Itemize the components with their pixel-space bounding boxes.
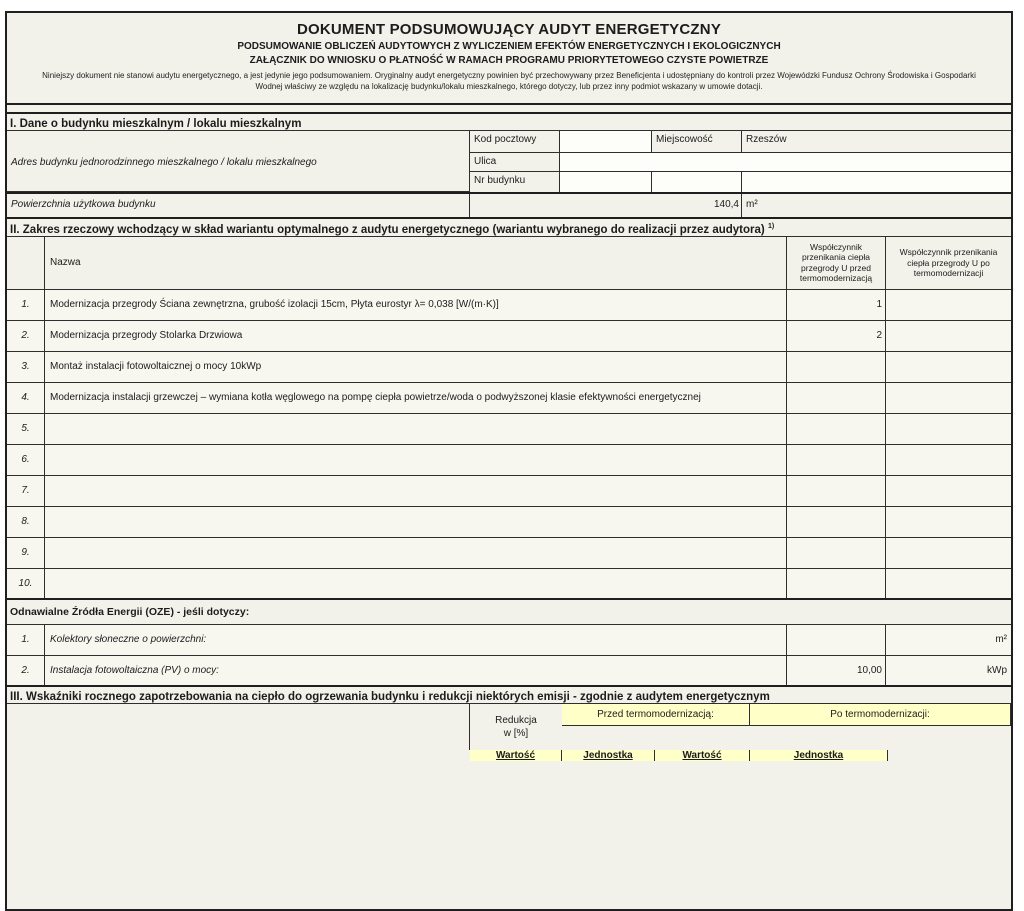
scope-row-u-before <box>787 507 886 537</box>
reduction-header-line2: w [%] <box>503 727 529 739</box>
scope-row-name <box>45 569 787 598</box>
scope-row-name <box>45 414 787 444</box>
scope-row-8 <box>7 507 1011 538</box>
scope-row-u-before <box>787 569 886 598</box>
address-table <box>7 131 1011 194</box>
after-thermo-header: Po termomodernizacji: <box>750 704 1011 726</box>
street-field <box>560 153 1011 172</box>
scope-row-u-after <box>886 414 1011 444</box>
scope-row-no: 5. <box>7 414 45 444</box>
scope-col-name: Nazwa <box>45 237 787 289</box>
scope-row-10 <box>7 569 1011 600</box>
document-header <box>7 13 1011 105</box>
building-no-field-2 <box>652 172 742 192</box>
scope-row-u-before <box>787 352 886 382</box>
scope-row-3 <box>7 352 1011 383</box>
scope-row-no: 4. <box>7 383 45 413</box>
building-no-field-3 <box>742 172 1011 192</box>
scope-row-u-before: 2 <box>787 321 886 351</box>
indicators-header-blank <box>7 704 470 750</box>
before-value-header: Wartość <box>470 750 562 761</box>
city-value: Rzeszów <box>742 131 1011 153</box>
scope-row-no: 8. <box>7 507 45 537</box>
header-separator <box>7 105 1011 114</box>
usable-area-value: 140,4 <box>470 194 742 217</box>
scope-row-name: Modernizacja przegrody Ściana zewnętrzna, grubość izolacji 15cm, Płyta eurostyr λ= 0,038 [W/(m·K)] <box>45 290 787 320</box>
oze-row-value <box>787 625 886 655</box>
usable-area-label: Powierzchnia użytkowa budynku <box>7 194 470 217</box>
scope-row-u-after <box>886 321 1011 351</box>
reduction-header-line1: Redukcja <box>495 714 537 726</box>
scope-row-u-after <box>886 538 1011 568</box>
scope-row-4 <box>7 383 1011 414</box>
scope-row-9 <box>7 538 1011 569</box>
oze-row-no: 2. <box>7 656 45 685</box>
section2-title-text: II. Zakres rzeczowy wchodzący w skład wariantu optymalnego z audytu energetycznego (wariantu wybranego do realizacji przez audytora) <box>10 223 765 236</box>
scope-row-u-after <box>886 507 1011 537</box>
scope-row-name: Modernizacja przegrody Stolarka Drzwiowa <box>45 321 787 351</box>
oze-section-title: Odnawialne Źródła Energii (OZE) - jeśli dotyczy: <box>7 600 1011 625</box>
section2-title <box>7 219 1011 237</box>
scope-row-1 <box>7 290 1011 321</box>
document-title: DOKUMENT PODSUMOWUJĄCY AUDYT ENERGETYCZNY <box>296 21 722 38</box>
scope-row-name <box>45 445 787 475</box>
reduction-header <box>470 704 562 750</box>
postal-code-field <box>560 131 652 153</box>
scope-row-u-after <box>886 383 1011 413</box>
scope-row-u-after <box>886 445 1011 475</box>
scope-row-name: Modernizacja instalacji grzewczej – wymiana kotła węglowego na pompę ciepła powietrze/woda o podwyższonej klasie efektywności energetycznej <box>45 383 787 413</box>
section2-title-footnote: 1) <box>767 223 775 230</box>
scope-row-u-after <box>886 476 1011 506</box>
scope-row-u-before <box>787 414 886 444</box>
scope-row-u-before <box>787 445 886 475</box>
after-value-header: Wartość <box>655 750 750 761</box>
scope-row-6 <box>7 445 1011 476</box>
section3-title: III. Wskaźniki rocznego zapotrzebowania na ciepło do ogrzewania budynku i redukcji niektórych emisji - zgodnie z audytem energetycznym <box>7 687 1011 704</box>
scope-row-u-before <box>787 538 886 568</box>
oze-row-name: Kolektory słoneczne o powierzchni: <box>45 625 787 655</box>
scope-row-2 <box>7 321 1011 352</box>
usable-area-unit: m² <box>746 199 758 210</box>
scope-row-7 <box>7 476 1011 507</box>
document-subtitle-1: PODSUMOWANIE OBLICZEŃ AUDYTOWYCH Z WYLICZENIEM EFEKTÓW ENERGETYCZNYCH I EKOLOGICZNYCH <box>237 41 781 52</box>
scope-row-no: 7. <box>7 476 45 506</box>
document-subtitle-2: ZAŁĄCZNIK DO WNIOSKU O PŁATNOŚĆ W RAMACH PROGRAMU PRIORYTETOWEGO CZYSTE POWIETRZE <box>249 55 769 66</box>
scope-row-u-before <box>787 383 886 413</box>
oze-row-unit: m² <box>995 634 1007 646</box>
scope-row-5 <box>7 414 1011 445</box>
scope-row-no: 3. <box>7 352 45 382</box>
usable-area-row <box>7 194 1011 219</box>
after-unit-header: Jednostka <box>750 750 888 761</box>
building-no-field <box>560 172 652 192</box>
postal-code-label: Kod pocztowy <box>470 131 560 153</box>
scope-col-u-after: Współczynnik przenikania ciepła przegrody U po termomodernizacji <box>899 246 998 279</box>
scope-row-no: 10. <box>7 569 45 598</box>
scope-row-u-after <box>886 569 1011 598</box>
scope-row-u-after <box>886 290 1011 320</box>
scope-row-name: Montaż instalacji fotowoltaicznej o mocy 10kWp <box>45 352 787 382</box>
oze-row-2 <box>7 656 1011 687</box>
oze-row-no: 1. <box>7 625 45 655</box>
document-disclaimer: Niniejszy dokument nie stanowi audytu energetycznego, a jest jedynie jego podsumowaniem. Oryginalny audyt energetyczny powinien być przechowywany przez Beneficjenta i udostępniany do kontroli przez Wojewódzki Fundusz Ochrony Środowiska i Gospodarki Wodnej właściwy ze względu na lokalizację budynku/lokalu mieszkalnego, którego dotyczy, lub przez inny podmiot wskazany w umowie dotacji. <box>42 71 976 91</box>
street-label: Ulica <box>470 153 560 172</box>
scope-row-name <box>45 507 787 537</box>
address-label: Adres budynku jednorodzinnego mieszkalnego / lokalu mieszkalnego <box>7 131 470 192</box>
scope-row-no: 1. <box>7 290 45 320</box>
audit-summary-document <box>5 11 1013 911</box>
scope-col-u-before: Współczynnik przenikania ciepła przegrody U przed termomodernizacją <box>787 237 886 289</box>
scope-row-no: 2. <box>7 321 45 351</box>
oze-row-value: 10,00 <box>787 656 886 685</box>
section1-title: I. Dane o budynku mieszkalnym / lokalu mieszkalnym <box>7 114 1011 131</box>
scope-row-name <box>45 476 787 506</box>
city-label: Miejscowość <box>652 131 742 153</box>
scope-col-no <box>7 237 45 289</box>
scope-table-header <box>7 237 1011 290</box>
oze-row-1 <box>7 625 1011 656</box>
before-unit-header: Jednostka <box>562 750 655 761</box>
indicators-table-header <box>7 704 1011 761</box>
before-thermo-header: Przed termomodernizacją: <box>562 704 750 726</box>
oze-row-unit: kWp <box>987 664 1007 676</box>
building-no-label: Nr budynku <box>470 172 560 192</box>
scope-row-no: 6. <box>7 445 45 475</box>
oze-row-name: Instalacja fotowoltaiczna (PV) o mocy: <box>45 656 787 685</box>
scope-row-name <box>45 538 787 568</box>
scope-row-u-after <box>886 352 1011 382</box>
scope-row-u-before: 1 <box>787 290 886 320</box>
scope-row-no: 9. <box>7 538 45 568</box>
scope-row-u-before <box>787 476 886 506</box>
